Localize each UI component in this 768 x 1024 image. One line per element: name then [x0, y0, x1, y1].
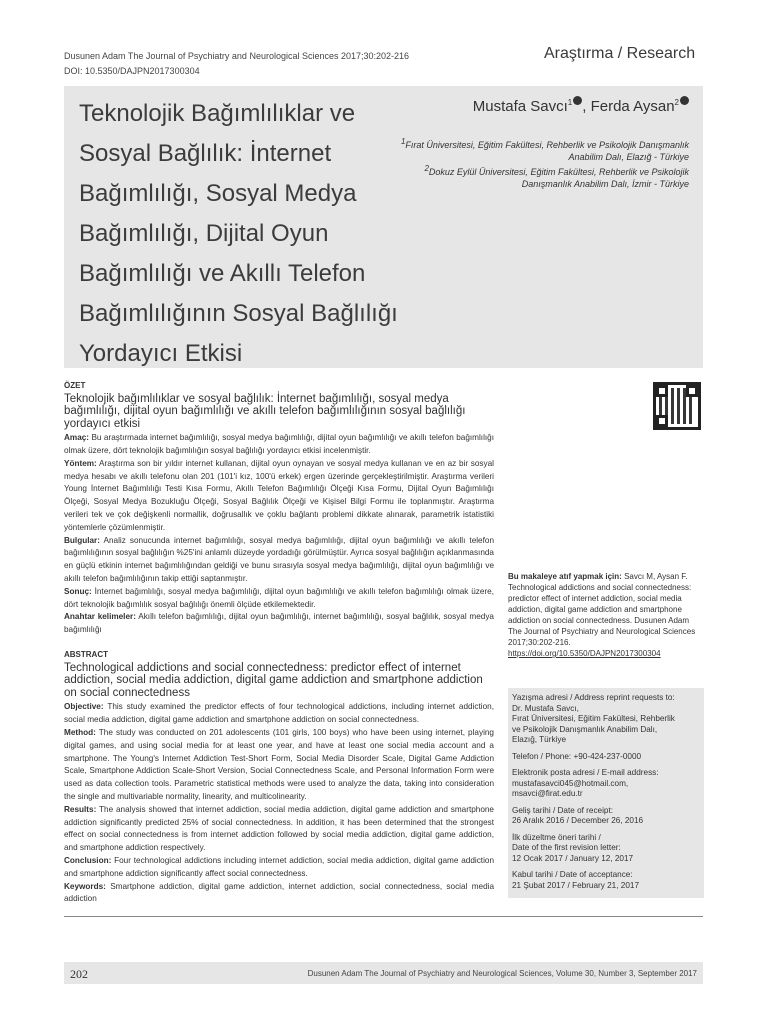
sonuc-label: Sonuç: — [64, 586, 92, 596]
affiliation-1-text: Fırat Üniversitesi, Eğitim Fakültesi, Rehberlik ve Psikolojik Danışmanlık Anabilim Dalı, Elazığ - Türkiye — [405, 140, 689, 162]
abstract-keywords — [64, 881, 494, 907]
revision-label-tr: İlk düzeltme öneri tarihi / — [512, 832, 601, 842]
address-line: Fırat Üniversitesi, Eğitim Fakültesi, Rehberlik — [512, 714, 675, 723]
address-line: Dr. Mustafa Savcı, — [512, 703, 579, 713]
amac-text: Bu araştırmada internet bağımlılığı, sosyal medya bağımlılığı, dijital oyun bağımlılığı ve akıllı telefon bağımlılığı olmak üzere, dört teknolojik bağımlılığın sosyal bağlılığı yordayıcı etkisi incelenmiştir. — [64, 433, 494, 456]
article-title: Teknolojik Bağımlılıklar ve Sosyal Bağlılık: İnternet Bağımlılığı, Sosyal Medya Bağımlılığı, Dijital Oyun Bağımlılığı ve Akıllı Telefon Bağımlılığının Sosyal Bağlılığı Yordayıcı Etkisi — [79, 100, 398, 367]
journal-header: Dusunen Adam The Journal of Psychiatry and Neurological Sciences 2017;30:202-216 — [64, 51, 410, 61]
abstract-label: ABSTRACT — [64, 650, 108, 660]
qr-code-icon[interactable] — [653, 382, 701, 430]
orcid-icon[interactable] — [573, 96, 582, 105]
address-label: Yazışma adresi / Address reprint requests to: — [512, 693, 675, 702]
phone: Telefon / Phone: +90-424-237-0000 — [512, 751, 642, 761]
abstract-method — [64, 727, 494, 804]
affiliations — [399, 136, 689, 190]
affiliation-2-text: Dokuz Eylül Üniversitesi, Eğitim Fakültesi, Rehberlik ve Psikolojik Danışmanlık Anabilim Dalı, İzmir - Türkiye — [428, 167, 689, 189]
conclusion-text: Four technological addictions including internet addiction, social media addiction, digital game addiction and smartphone addiction significantly affect social connectedness. — [64, 855, 495, 878]
anahtar-text: Akıllı telefon bağımlılığı, dijital oyun bağımlılığı, internet bağımlılığı, sosyal bağlılık, sosyal medya bağımlılığı — [64, 612, 494, 635]
bulgular-text: Analiz sonucunda internet bağımlılığı, sosyal medya bağımlılığı, dijital oyun bağımlılığı ve akıllı telefon bağımlılığının sosyal bağlılığın %25'ini anlamlı düzeyde yordadığı görülmüştür. Ayrıca sosyal bağlılığın açıklanmasında en güçlü etkinin internet bağımlılığından geldiği ve bunu sırasıyla sosyal medya bağımlılığı, dijital oyun bağımlılığı ve akıllı telefon bağımlılığının takip ettiği saptanmıştır. — [64, 535, 494, 584]
received-date: 26 Aralık 2016 / December 26, 2016 — [512, 816, 644, 825]
ozet-label: ÖZET — [64, 381, 86, 390]
author-1[interactable]: Mustafa Savcı — [472, 98, 568, 115]
abstract-results — [64, 804, 494, 855]
revision-date: 12 Ocak 2017 / January 12, 2017 — [512, 853, 634, 863]
sonuc-text: İnternet bağımlılığı, sosyal medya bağımlılığı, dijital oyun bağımlılığı ve akıllı telefon bağımlılığı olmak üzere, dört teknolojik bağımlılık sosyal bağlılığı önemli ölçüde etkilemektedir. — [64, 586, 494, 609]
ozet-title: Teknolojik bağımlılıklar ve sosyal bağlılık: İnternet bağımlılığı, sosyal medya bağımlılığı, dijital oyun bağımlılığı ve akıllı telefon bağımlılığının sosyal bağlılığı yordayıcı etkisi — [64, 392, 466, 430]
anahtar-label: Anahtar kelimeler: — [64, 612, 136, 622]
author-separator: , — [582, 98, 591, 115]
citation-label: Bu makaleye atıf yapmak için: — [508, 572, 622, 581]
abstract-column — [64, 380, 494, 906]
email-block — [512, 768, 700, 800]
revision-label-en: Date of the first revision letter: — [512, 843, 621, 852]
results-text: The analysis showed that internet addiction, social media addiction, digital game addiction and smartphone addiction significantly predicted 25% of social connectedness. In addition, it has been determined that the strongest effect on social connectedness is from internet addiction followed by social media addiction, digital game addiction, and smartphone addiction respectively. — [64, 804, 494, 853]
affiliation-2-sup: 2 — [424, 164, 429, 173]
address-line: Elazığ, Türkiye — [512, 735, 566, 744]
abstract-title: Technological addictions and social connectedness: predictor effect of internet addiction, social media addiction, digital game addiction and smartphone addiction on social connectedness — [64, 661, 483, 699]
ozet-bulgular — [64, 535, 494, 586]
received-block — [512, 806, 700, 827]
accept-block — [512, 870, 700, 891]
accept-label: Kabul tarihi / Date of acceptance: — [512, 870, 633, 879]
author-2[interactable]: Ferda Aysan — [590, 98, 675, 115]
ozet-sonuc — [64, 586, 494, 612]
yontem-label: Yöntem: — [64, 458, 97, 468]
ozet-anahtar — [64, 611, 494, 637]
amac-label: Amaç: — [64, 433, 90, 443]
correspondence-box — [508, 688, 704, 898]
author-1-sup: 1 — [567, 98, 573, 107]
yontem-text: Araştırma son bir yıldır internet kullanan, dijital oyun oynayan ve sosyal medya kullanan ve en az bir sosyal medya hesabı ve akıllı telefonu olan 201 (101'i kız, 100'ü erkek) ergen üzerinde gerçekleştirilmiştir. Araştırma verileri Young İnternet Bağımlılığı Testi Kısa Formu, Akıllı Telefon Bağımlılığı Ölçeği Kısa Formu, Dijital Oyun Bağımlılığı Ölçeği, Sosyal Medya Bozukluğu Ölçeği, Sosyal Bağlılık Ölçeği ve Kişisel Bilgi Formu ile toplanmıştır. Araştırma verileri tek ve çok değişkenli normallik, doğrusallık ve çoklu bağlantı problemi dikkate alınarak, parametrik istatistiki yöntemlerle çözümlenmiştir. — [64, 458, 494, 532]
author-2-sup: 2 — [674, 98, 679, 107]
revision-block — [512, 833, 700, 865]
divider — [64, 916, 703, 917]
keywords-label: Keywords: — [64, 881, 106, 891]
abstract-objective — [64, 701, 494, 727]
method-label: Method: — [64, 727, 96, 737]
affiliation-1-sup: 1 — [400, 137, 406, 146]
section-label: Araştırma / Research — [544, 45, 696, 62]
email-label: Elektronik posta adresi / E-mail address: — [512, 768, 659, 777]
authors — [473, 96, 689, 115]
objective-label: Objective: — [64, 702, 104, 712]
results-label: Results: — [64, 804, 97, 814]
doi: DOI: 10.5350/DAJPN2017300304 — [64, 66, 200, 76]
address-line: ve Psikolojik Danışmanlık Anabilim Dalı, — [512, 724, 658, 734]
footer — [64, 962, 703, 984]
bulgular-label: Bulgular: — [64, 535, 100, 545]
orcid-icon[interactable] — [680, 96, 689, 105]
method-text: The study was conducted on 201 adolescents (101 girls, 100 boys) who have been using internet, playing digital games, and using social media for at least one year, and have at least one social media account and a smartphone. The Young's Internet Addiction Test-Short Form, Social Media Disorder Scale, Digital Game Addiction Scale, Smartphone Addiction Scale-Short Version, Social Connectedness Scale, and Personal Information Form were used as data collection tools. Parametric statistical methods were used to analyze the data, taking into consideration the single and multivariable normality, linearity, and multicolinearity. — [64, 727, 494, 801]
affiliation-1 — [399, 136, 689, 163]
accept-date: 21 Şubat 2017 / February 21, 2017 — [512, 880, 639, 890]
affiliation-2 — [399, 163, 689, 190]
page-number: 202 — [70, 967, 88, 981]
citation-link[interactable]: https://doi.org/10.5350/DAJPN2017300304 — [508, 649, 661, 658]
ozet-amac — [64, 432, 494, 458]
conclusion-label: Conclusion: — [64, 855, 112, 865]
objective-text: This study examined the predictor effects of four technological addictions, including internet addiction, social media addiction, digital game addiction and smartphone addiction on social connectedness. — [64, 702, 494, 725]
footer-journal: Dusunen Adam The Journal of Psychiatry and Neurological Sciences, Volume 30, Number 3, September 2017 — [307, 969, 697, 978]
title-panel — [64, 86, 703, 368]
abstract-conclusion — [64, 855, 494, 881]
email-2[interactable]: msavci@firat.edu.tr — [512, 789, 583, 798]
email-1[interactable]: mustafasavci045@hotmail.com, — [512, 778, 629, 788]
received-label: Geliş tarihi / Date of receipt: — [512, 805, 614, 815]
citation-text: Savcı M, Aysan F. Technological addictions and social connectedness: predictor effect of internet addiction, social media addiction, digital game addiction and smartphone addiction on social connectedness. Dusunen Adam The Journal of Psychiatry and Neurological Sciences 2017;30:202-216. — [508, 572, 696, 647]
ozet-yontem — [64, 458, 494, 535]
citation-box — [508, 571, 704, 659]
keywords-text: Smartphone addiction, digital game addiction, internet addiction, social connectedness, social media addiction — [64, 881, 494, 904]
address-block — [512, 693, 700, 746]
